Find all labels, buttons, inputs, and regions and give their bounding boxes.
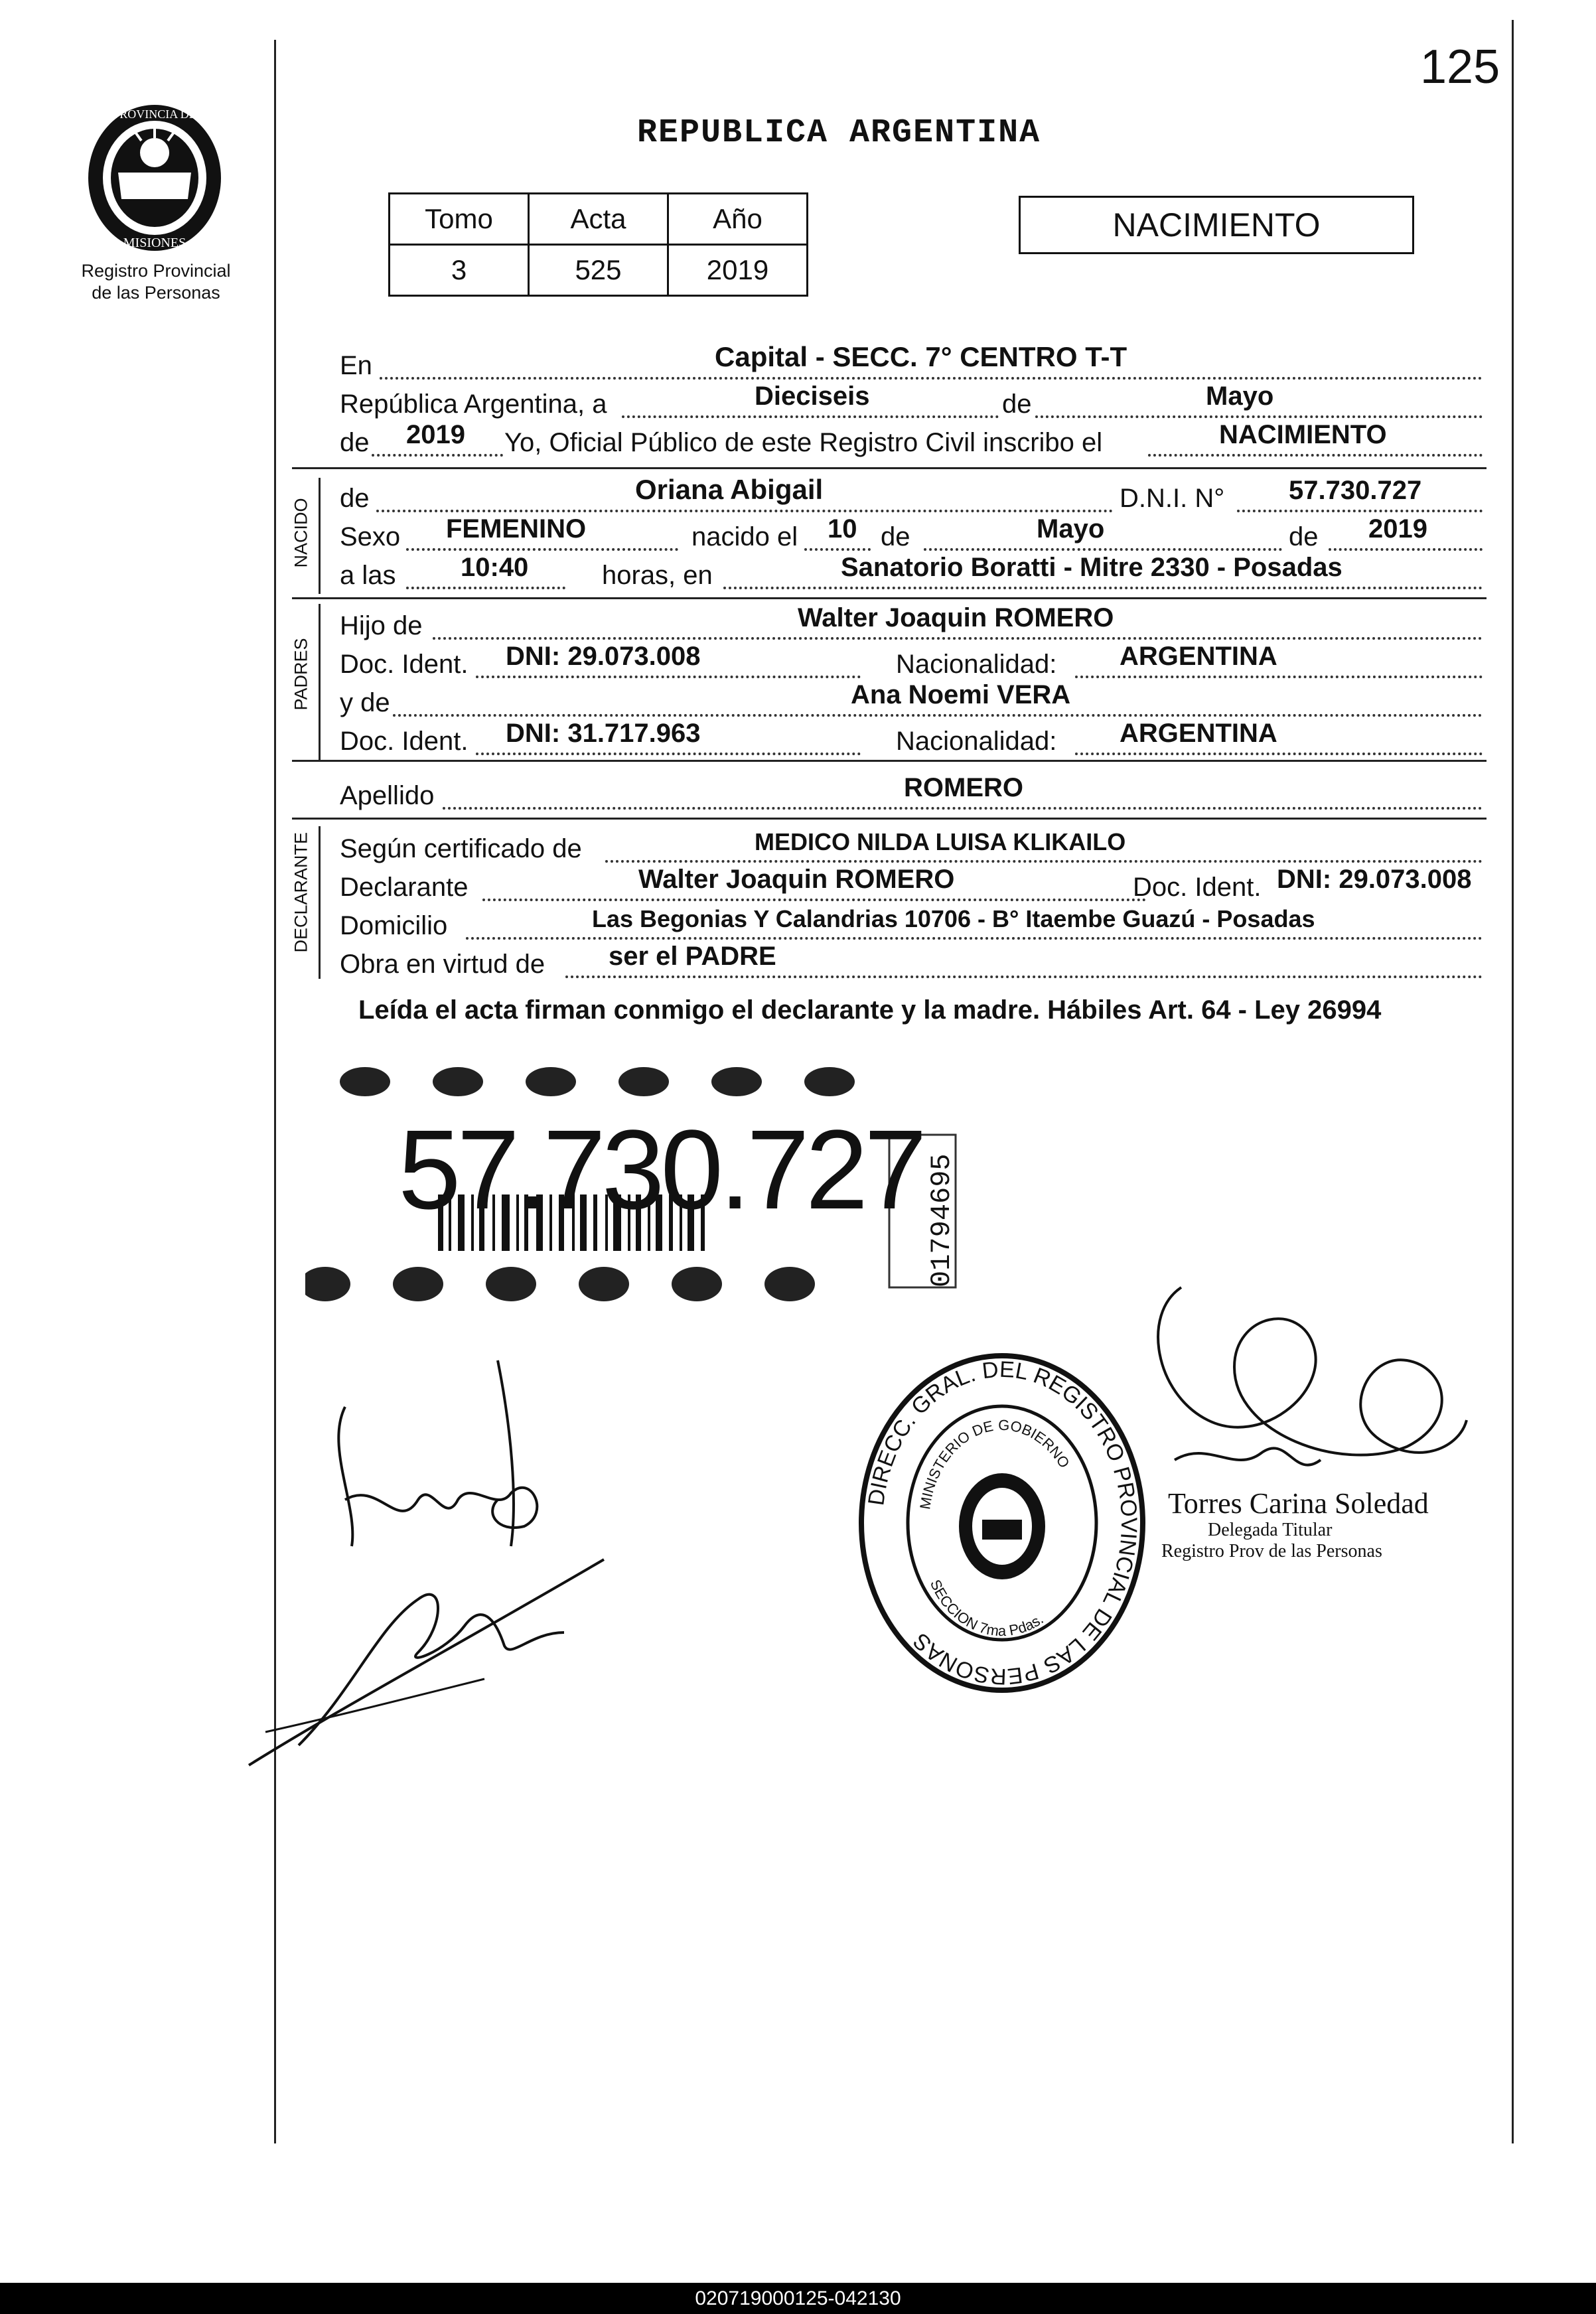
label-nacionalidad: Nacionalidad: xyxy=(896,650,1057,679)
row-y-de xyxy=(340,682,1483,719)
svg-text:MISIONES: MISIONES xyxy=(123,236,186,250)
value-father-nat: ARGENTINA xyxy=(1120,642,1277,671)
label-republica: República Argentina, a xyxy=(340,390,607,419)
dotted-line xyxy=(804,548,871,551)
value-day: 10 xyxy=(828,514,857,543)
value-place: Sanatorio Boratti - Mitre 2330 - Posadas xyxy=(841,553,1342,582)
value-year: 2019 xyxy=(406,420,465,449)
dotted-line xyxy=(393,714,1483,717)
label-de: de xyxy=(1002,390,1032,419)
official-org: Registro Prov de las Personas xyxy=(1161,1541,1382,1561)
value-mother: Ana Noemi VERA xyxy=(851,680,1071,709)
registry-seal xyxy=(856,1350,1148,1696)
dotted-line xyxy=(476,753,861,755)
header-anio: Año xyxy=(668,194,808,245)
section-label-declarante: DECLARANTE xyxy=(291,832,311,953)
header-tomo: Tomo xyxy=(390,194,529,245)
document-type-box: NACIMIENTO xyxy=(1019,196,1414,254)
row-segun xyxy=(340,828,1483,865)
dotted-line xyxy=(406,587,565,589)
value-month: Mayo xyxy=(1037,514,1105,543)
org-caption-line2: de las Personas xyxy=(92,283,220,303)
value-tomo: 3 xyxy=(390,245,529,296)
value-day: Dieciseis xyxy=(755,382,870,411)
row-nacido-sexo xyxy=(340,516,1483,553)
label-hijo-de: Hijo de xyxy=(340,611,423,640)
row-hijo-de xyxy=(340,605,1483,642)
header-acta: Acta xyxy=(529,194,668,245)
value-father-doc: DNI: 29.073.008 xyxy=(506,642,701,671)
value-segun: MEDICO NILDA LUISA KLIKAILO xyxy=(755,828,1126,855)
section-divider xyxy=(292,760,1487,762)
dotted-line xyxy=(433,637,1483,640)
sticker-serial: 01794695 xyxy=(926,1153,958,1287)
label-sexo: Sexo xyxy=(340,522,401,551)
label-domicilio: Domicilio xyxy=(340,911,448,940)
label-declarante: Declarante xyxy=(340,873,469,902)
label-a-las: a las xyxy=(340,561,396,590)
org-caption xyxy=(46,260,265,304)
row-republica xyxy=(340,384,1483,421)
label-doc-ident: Doc. Ident. xyxy=(340,727,469,756)
label-nacionalidad: Nacionalidad: xyxy=(896,727,1057,756)
label-doc-ident: Doc. Ident. xyxy=(340,650,469,679)
value-father: Walter Joaquin ROMERO xyxy=(798,603,1114,632)
label-de: de xyxy=(340,484,370,513)
section-divider xyxy=(292,818,1487,820)
dotted-line xyxy=(372,454,503,457)
value-mother-doc: DNI: 31.717.963 xyxy=(506,719,701,748)
dotted-line xyxy=(1075,753,1483,755)
official-name: Torres Carina Soledad xyxy=(1168,1487,1429,1520)
value-mother-nat: ARGENTINA xyxy=(1120,719,1277,748)
label-de: de xyxy=(1289,522,1319,551)
section-bracket xyxy=(319,826,321,979)
row-declarante xyxy=(340,867,1483,904)
label-yo: Yo, Oficial Público de este Registro Civil inscribo el xyxy=(504,428,1103,457)
label-doc-ident: Doc. Ident. xyxy=(1133,873,1262,902)
value-apellido: ROMERO xyxy=(904,773,1023,802)
value-en: Capital - SECC. 7° CENTRO T-T xyxy=(715,341,1127,372)
value-nombre: Oriana Abigail xyxy=(635,474,824,505)
label-horas: horas, en xyxy=(602,561,713,590)
value-domicilio: Las Begonias Y Calandrias 10706 - B° Itaembe Guazú - Posadas xyxy=(592,905,1315,932)
row-nacido-nombre xyxy=(340,474,1483,515)
svg-text:DIRECC. GRAL. DEL REGISTRO PRO: DIRECC. GRAL. DEL REGISTRO PROVINCIAL DE LAS PERSONAS xyxy=(863,1356,1142,1690)
svg-text:SECCION 7ma Pdas.: SECCION 7ma Pdas. xyxy=(926,1577,1047,1640)
left-margin-line xyxy=(274,40,276,2143)
footer-code: 020719000125-042130 xyxy=(0,2283,1596,2314)
dotted-line xyxy=(1035,415,1483,418)
row-mother-doc xyxy=(340,721,1483,758)
section-divider xyxy=(292,467,1487,469)
reference-table-header xyxy=(390,194,808,245)
closing-statement: Leída el acta firman conmigo el declarante y la madre. Hábiles Art. 64 - Ley 26994 xyxy=(358,995,1382,1025)
dotted-line xyxy=(406,548,678,551)
value-declarante-doc: DNI: 29.073.008 xyxy=(1277,865,1472,894)
label-segun: Según certificado de xyxy=(340,834,582,863)
label-de: de xyxy=(881,522,910,551)
dotted-line xyxy=(1329,548,1483,551)
label-en: En xyxy=(340,351,372,380)
value-acta: 525 xyxy=(529,245,668,296)
dotted-line xyxy=(605,860,1483,863)
dotted-line xyxy=(622,415,999,418)
value-inscribo: NACIMIENTO xyxy=(1219,420,1387,449)
dotted-line xyxy=(380,377,1483,380)
value-dni: 57.730.727 xyxy=(1289,476,1422,505)
section-bracket xyxy=(319,478,321,594)
signature-declarante xyxy=(246,1347,617,1772)
section-bracket xyxy=(319,604,321,760)
dotted-line xyxy=(1148,454,1483,457)
page-number: 125 xyxy=(1420,40,1500,94)
reference-table-values xyxy=(390,245,808,296)
sticker-dni-number: 57.730.727 xyxy=(398,1107,923,1233)
row-apellido xyxy=(340,775,1483,812)
reference-table xyxy=(388,192,808,297)
row-inscribo xyxy=(340,422,1483,459)
value-month: Mayo xyxy=(1206,382,1274,411)
dotted-line xyxy=(723,587,1483,589)
dotted-line xyxy=(482,899,1146,901)
svg-text:PROVINCIA DE: PROVINCIA DE xyxy=(113,108,196,121)
row-nacido-hora xyxy=(340,555,1483,592)
dotted-line xyxy=(476,676,861,678)
dotted-line xyxy=(1075,676,1483,678)
official-role: Delegada Titular xyxy=(1208,1520,1333,1540)
dotted-line xyxy=(924,548,1282,551)
label-dni: D.N.I. N° xyxy=(1120,484,1225,513)
province-seal-logo xyxy=(78,100,231,259)
label-de2: de xyxy=(340,428,370,457)
right-margin-line xyxy=(1512,20,1514,2143)
svg-text:MINISTERIO DE GOBIERNO: MINISTERIO DE GOBIERNO xyxy=(916,1416,1073,1511)
dotted-line xyxy=(443,807,1483,810)
row-domicilio xyxy=(340,905,1483,942)
row-en xyxy=(340,341,1483,382)
dotted-line xyxy=(376,510,1113,512)
value-year: 2019 xyxy=(1368,514,1427,543)
section-divider xyxy=(292,597,1487,599)
label-apellido: Apellido xyxy=(340,781,435,810)
org-caption-line1: Registro Provincial xyxy=(81,261,231,281)
label-y-de: y de xyxy=(340,688,390,717)
row-obra xyxy=(340,944,1483,981)
value-anio: 2019 xyxy=(668,245,808,296)
dotted-line xyxy=(466,937,1483,940)
label-nacido-el: nacido el xyxy=(691,522,798,551)
value-sexo: FEMENINO xyxy=(446,514,587,543)
dotted-line xyxy=(565,976,1483,978)
dotted-line xyxy=(1237,510,1483,512)
value-time: 10:40 xyxy=(461,553,529,582)
value-obra: ser el PADRE xyxy=(609,942,776,971)
section-label-padres: PADRES xyxy=(291,638,311,711)
section-label-nacido: NACIDO xyxy=(291,498,311,568)
value-declarante: Walter Joaquin ROMERO xyxy=(638,865,955,894)
page-title: REPUBLICA ARGENTINA xyxy=(637,114,1041,152)
row-father-doc xyxy=(340,644,1483,681)
label-obra: Obra en virtud de xyxy=(340,950,545,979)
